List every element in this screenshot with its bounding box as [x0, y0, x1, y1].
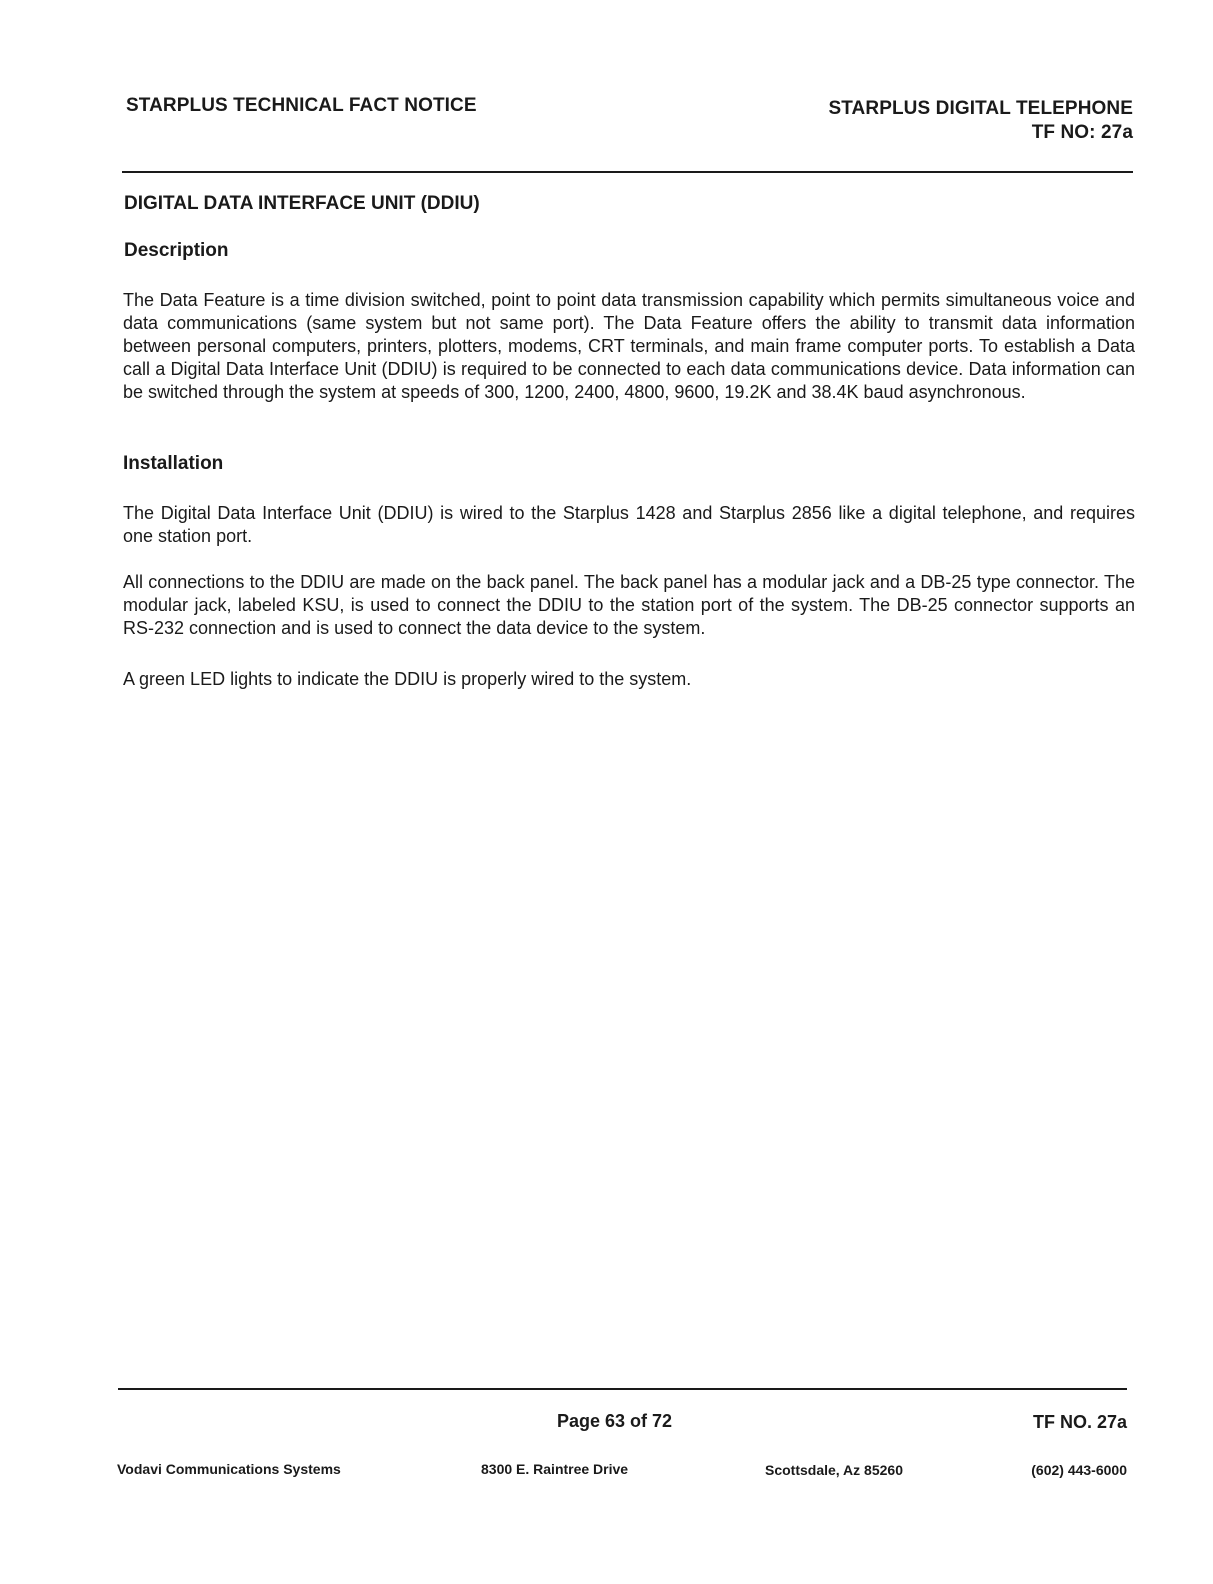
header-left-title: STARPLUS TECHNICAL FACT NOTICE — [126, 95, 477, 116]
installation-paragraph-3: A green LED lights to indicate the DDIU is properly wired to the system. — [123, 669, 692, 689]
installation-paragraph-2: All connections to the DDIU are made on the back panel. The back panel has a modular jack and a DB-25 type connector. The modular jack, labeled KSU, is used to connect the DDIU to the station port of the system. The DB-25 connector supports an RS-232 connection and is used to connect the data device to the system. — [123, 572, 1135, 638]
installation-paragraph-1: The Digital Data Interface Unit (DDIU) is wired to the Starplus 1428 and Starplus 2856 like a digital telephone, and requires one station port. — [123, 503, 1135, 546]
header-tf-number: TF NO: 27a — [1031, 122, 1133, 143]
footer-divider — [118, 1388, 1127, 1390]
footer-tf-number: TF NO. 27a — [1032, 1412, 1127, 1432]
footer-company: Vodavi Communications Systems — [117, 1461, 341, 1477]
description-heading: Description — [124, 240, 229, 261]
footer-city: Scottsdale, Az 85260 — [765, 1462, 903, 1478]
footer-page-number: Page 63 of 72 — [557, 1411, 673, 1431]
description-paragraph: The Data Feature is a time division switched, point to point data transmission capability which permits simultaneous voice and data communications (same system but not same port). The Data Feature offers the ability to transmit data information between personal computers, printers, plotters, modems, CRT terminals, and main frame computer ports. To establish a Data call a Digital Data Interface Unit (DDIU) is required to be connected to each data communications device. Data information can be switched through the system at speeds of 300, 1200, 2400, 4800, 9600, 19.2K and 38.4K baud asynchronous. — [123, 290, 1135, 402]
header-divider — [122, 171, 1133, 173]
document-title: DIGITAL DATA INTERFACE UNIT (DDIU) — [124, 193, 480, 214]
footer-street: 8300 E. Raintree Drive — [481, 1461, 629, 1477]
footer-phone: (602) 443-6000 — [1031, 1462, 1127, 1478]
installation-heading: Installation — [123, 453, 224, 474]
header-right-title: STARPLUS DIGITAL TELEPHONE — [828, 98, 1133, 119]
